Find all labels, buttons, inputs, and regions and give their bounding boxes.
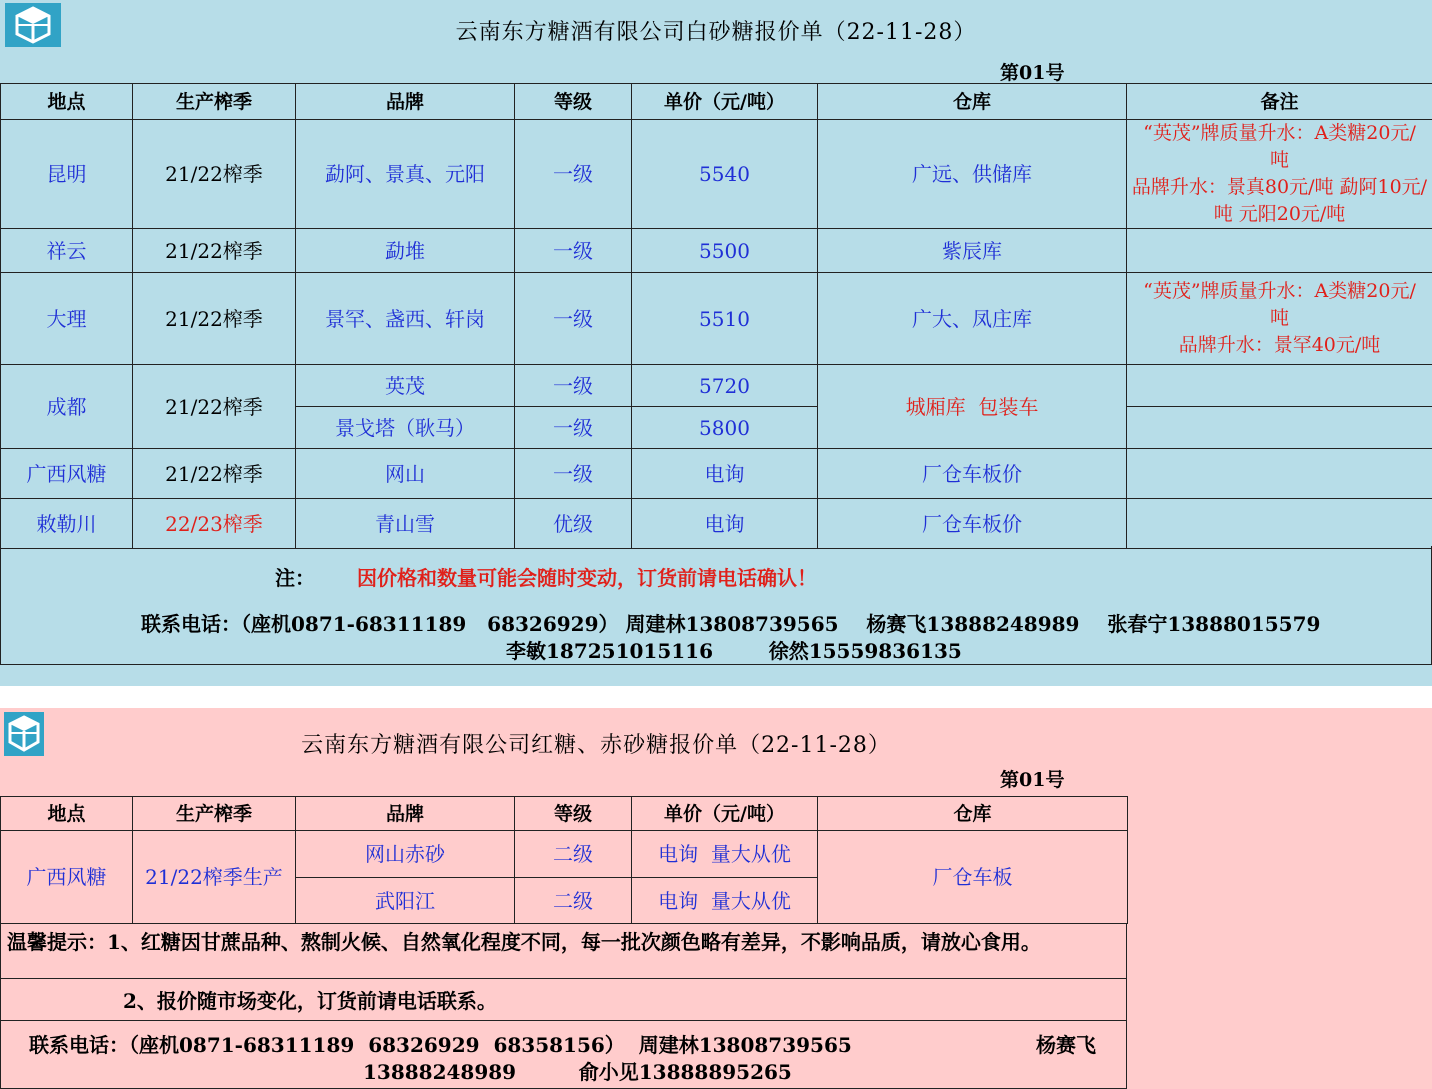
header-cell: 生产榨季 <box>133 84 296 120</box>
header-cell: 地点 <box>1 797 133 831</box>
table-row <box>1 831 1128 878</box>
remark-cell <box>1127 229 1432 273</box>
warehouse-cell: 紫辰库 <box>818 229 1127 273</box>
sheet-title: 云南东方糖酒有限公司白砂糖报价单（22-11-28） <box>455 20 977 45</box>
season-cell: 21/22榨季 <box>133 365 296 449</box>
tip-box <box>0 979 1127 1021</box>
header-cell: 仓库 <box>818 797 1128 831</box>
brand-cell: 景戈塔（耿马） <box>296 407 515 449</box>
remark-cell <box>1127 499 1432 549</box>
price-cell: 5500 <box>632 229 818 273</box>
brand-cell: 景罕、盏西、轩岗 <box>296 273 515 365</box>
contact-line: 李敏187251015116 徐然15559836135 <box>506 639 962 663</box>
season-cell: 21/22榨季 <box>133 273 296 365</box>
sheet-title: 云南东方糖酒有限公司红糖、赤砂糖报价单（22-11-28） <box>301 733 891 758</box>
price-cell: 电询 量大从优 <box>632 878 818 924</box>
document-number: 第01号 <box>1000 62 1065 84</box>
grade-cell: 二级 <box>515 878 632 924</box>
grade-cell: 一级 <box>515 449 632 499</box>
header-cell: 备注 <box>1127 84 1432 120</box>
price-cell: 电询 量大从优 <box>632 831 818 878</box>
price-cell: 5540 <box>632 120 818 229</box>
price-cell: 5510 <box>632 273 818 365</box>
table-header-row <box>1 84 1432 120</box>
remark-cell <box>1127 120 1432 229</box>
brand-cell: 网山赤砂 <box>296 831 515 878</box>
contact-line: 联系电话：（座机0871-68311189 68326929 68358156） 周建林13808739565 <box>29 1033 852 1057</box>
document-number: 第01号 <box>1000 769 1065 791</box>
contact-line: 杨赛飞 <box>1036 1033 1096 1057</box>
grade-cell: 一级 <box>515 407 632 449</box>
remark-cell <box>1127 273 1432 365</box>
brand-cell: 武阳江 <box>296 878 515 924</box>
remark-line: 品牌升水：景罕40元/吨 <box>1178 334 1381 356</box>
warehouse-cell: 广远、供储库 <box>818 120 1127 229</box>
table-row <box>1 499 1432 549</box>
table-row <box>1 365 1432 407</box>
price-cell: 5720 <box>632 365 818 407</box>
header-cell: 品牌 <box>296 797 515 831</box>
table-row <box>1 120 1432 229</box>
table-row <box>1 273 1432 365</box>
header-cell: 生产榨季 <box>133 797 296 831</box>
warehouse-cell: 厂仓车板 <box>818 831 1128 924</box>
warehouse-cell: 广大、凤庄库 <box>818 273 1127 365</box>
header-cell: 地点 <box>1 84 133 120</box>
place-cell: 敕勒川 <box>1 499 133 549</box>
grade-cell: 二级 <box>515 831 632 878</box>
brand-cell: 勐堆 <box>296 229 515 273</box>
brown-sugar-price-table <box>0 796 1128 924</box>
remark-cell <box>1127 407 1432 449</box>
brown-sugar-quote-sheet <box>0 708 1432 1089</box>
header-cell: 仓库 <box>818 84 1127 120</box>
brand-cell: 网山 <box>296 449 515 499</box>
place-cell: 昆明 <box>1 120 133 229</box>
place-cell: 祥云 <box>1 229 133 273</box>
table-header-row <box>1 797 1128 831</box>
season-cell: 21/22榨季 <box>133 120 296 229</box>
remark-cell <box>1127 449 1432 499</box>
grade-cell: 一级 <box>515 365 632 407</box>
place-cell: 广西风糖 <box>1 449 133 499</box>
contact-line: 13888248989 俞小见13888895265 <box>363 1060 792 1084</box>
price-cell: 电询 <box>632 449 818 499</box>
remark-line: “英茂”牌质量升水：A类糖20元/吨 <box>1143 280 1416 329</box>
note-text: 因价格和数量可能会随时变动，订货前请电话确认！ <box>357 566 817 590</box>
warehouse-cell: 厂仓车板价 <box>818 449 1127 499</box>
warehouse-cell: 城厢库 包装车 <box>818 365 1127 449</box>
grade-cell: 一级 <box>515 120 632 229</box>
season-cell: 22/23榨季 <box>133 499 296 549</box>
contact-line: 联系电话：（座机0871-68311189 68326929） 周建林13808739565 杨赛飞13888248989 张春宁13888015579 <box>141 612 1321 636</box>
season-cell: 21/22榨季生产 <box>133 831 296 924</box>
tip-text: 温馨提示：1、红糖因甘蔗品种、熬制火候、自然氧化程度不同，每一批次颜色略有差异，不影响品质，请放心食用。 <box>7 930 1041 954</box>
tip-box <box>0 923 1127 979</box>
warehouse-cell: 厂仓车板价 <box>818 499 1127 549</box>
tip-text: 2、报价随市场变化，订货前请电话联系。 <box>123 989 497 1013</box>
season-cell: 21/22榨季 <box>133 229 296 273</box>
grade-cell: 一级 <box>515 273 632 365</box>
remark-cell <box>1127 365 1432 407</box>
season-cell: 21/22榨季 <box>133 449 296 499</box>
price-cell: 电询 <box>632 499 818 549</box>
header-cell: 单价（元/吨） <box>632 84 818 120</box>
table-row <box>1 449 1432 499</box>
note-label: 注： <box>275 566 315 590</box>
remark-line: 品牌升水：景真80元/吨 勐阿10元/吨 元阳20元/吨 <box>1131 176 1428 225</box>
white-sugar-price-table <box>0 83 1432 549</box>
header-cell: 等级 <box>515 797 632 831</box>
contact-box <box>0 1021 1127 1089</box>
header-cell: 等级 <box>515 84 632 120</box>
table-row <box>1 229 1432 273</box>
price-cell: 5800 <box>632 407 818 449</box>
header-cell: 单价（元/吨） <box>632 797 818 831</box>
brand-cell: 勐阿、景真、元阳 <box>296 120 515 229</box>
grade-cell: 一级 <box>515 229 632 273</box>
remark-line: “英茂”牌质量升水：A类糖20元/吨 <box>1143 122 1416 171</box>
place-cell: 大理 <box>1 273 133 365</box>
brand-cell: 青山雪 <box>296 499 515 549</box>
grade-cell: 优级 <box>515 499 632 549</box>
header-cell: 品牌 <box>296 84 515 120</box>
place-cell: 成都 <box>1 365 133 449</box>
notes-section <box>0 546 1432 665</box>
place-cell: 广西风糖 <box>1 831 133 924</box>
brand-cell: 英茂 <box>296 365 515 407</box>
